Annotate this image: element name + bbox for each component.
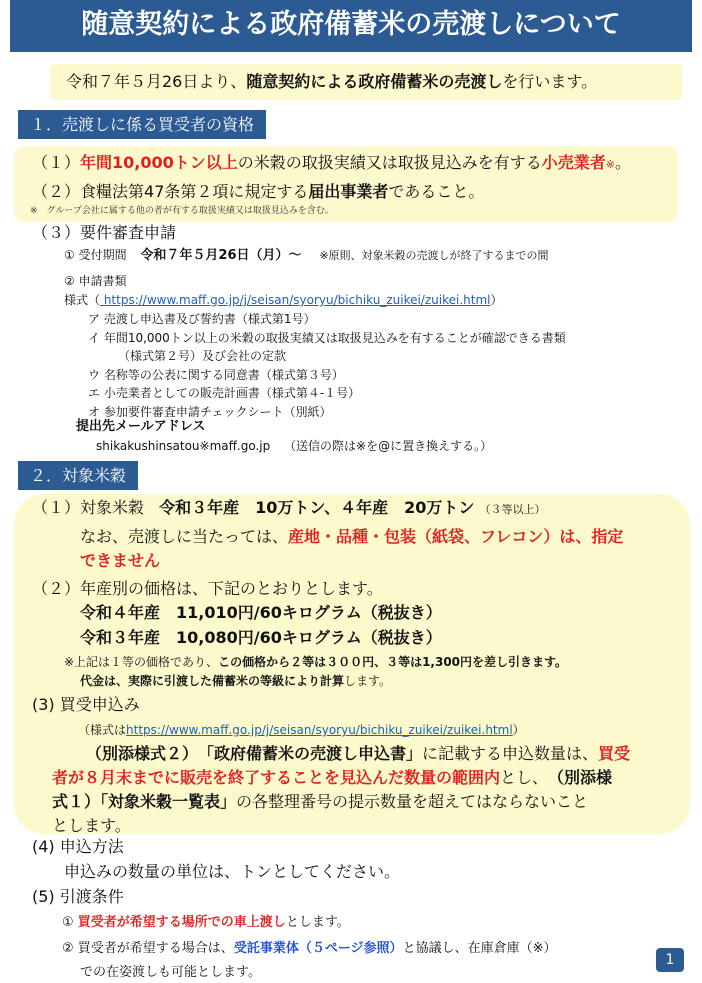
page-number: 1 <box>656 948 684 972</box>
docs-list <box>88 310 566 421</box>
price-note-1: ※上記は１等の価格であり、この価格から２等は３００円、３等は1,300円を差し引きます。 <box>64 655 568 669</box>
application-paragraph: （別添様式２） 「政府備蓄米の売渡し申込書」に記載する申込数量は、買受 者が８月末までに販売を終了することを見込んだ数量の範囲内とし、 （別添様 式１）「対象米穀一覧表」の各整理番号の提示数量を超えてはならないこと とします。 <box>52 744 631 835</box>
review-heading: （３）要件審査申請 <box>32 223 177 242</box>
qualification-item-2: （２）食糧法第47条第２項に規定する届出事業者であること。 <box>32 182 485 201</box>
format-link[interactable]: https://www.maff.go.jp/j/seisan/syoryu/bichiku_zuikei/zuikei.html <box>100 293 491 307</box>
docs-label: ② 申請書類 <box>64 274 127 288</box>
period-row: ① 受付期間 令和７年５月26日（月）～ ※原則、対象米穀の売渡しが終了するまでの間 <box>64 248 549 263</box>
email-row: shikakushinsatou※maff.go.jp （送信の際は※を@に置き換えする。） <box>96 439 493 453</box>
doc-item: イ 年間10,000トン以上の米穀の取扱実績又は取扱見込みを有することが確認できる書類 <box>88 330 566 345</box>
email-address[interactable]: shikakushinsatou※maff.go.jp <box>96 439 271 453</box>
doc-item: ウ 名称等の公表に関する同意書（様式第３号） <box>88 367 344 382</box>
delivery-heading: (5) 引渡条件 <box>32 887 124 906</box>
application-format-row: （様式はhttps://www.maff.go.jp/j/seisan/syoryu/bichiku_zuikei/zuikei.html） <box>78 723 525 737</box>
price-r3: 令和３年産 10,080円/60キログラム（税抜き） <box>80 628 442 647</box>
doc-item: エ 小売業者としての販売計画書（様式第４-１号） <box>88 386 361 400</box>
qualification-note: ※ グループ会社に属する他の者が有する取扱実績又は取扱見込みを含む。 <box>30 206 334 216</box>
doc-item: ア 売渡し申込書及び誓約書（様式第1号） <box>88 312 316 326</box>
delivery-condition-1: ① 買受者が希望する場所での車上渡しとします。 <box>62 915 350 930</box>
title-banner <box>10 0 692 52</box>
intro-text: 令和７年５月26日より、随意契約による政府備蓄米の売渡しを行います。 <box>66 72 598 91</box>
target-rice-note: なお、売渡しに当たっては、産地・品種・包装（紙袋、フレコン）は、指定 できません <box>80 527 624 570</box>
method-heading: (4) 申込方法 <box>32 837 124 856</box>
price-heading: （２）年産別の価格は、下記のとおりとします。 <box>32 579 383 598</box>
application-heading: (3) 買受申込み <box>32 695 140 714</box>
price-note-2: 代金は、実際に引渡した備蓄米の等級により計算します。 <box>80 674 392 688</box>
delivery-condition-2-cont: での在姿渡しも可能とします。 <box>80 965 261 980</box>
format-row: 様式（ https://www.maff.go.jp/j/seisan/syoryu/bichiku_zuikei/zuikei.html） <box>64 293 503 307</box>
section1-heading: １．売渡しに係る買受者の資格 <box>18 110 266 139</box>
qualification-item-1: （１）年間10,000トン以上の米穀の取扱実績又は取扱見込みを有する小売業者※。 <box>32 153 632 172</box>
section2-heading: ２．対象米穀 <box>18 461 138 490</box>
doc-item: オ 参加要件審査申請チェックシート（別紙） <box>88 404 332 419</box>
email-label: 提出先メールアドレス <box>76 419 206 434</box>
price-r4: 令和４年産 11,010円/60キログラム（税抜き） <box>80 603 442 622</box>
delivery-condition-2: ② 買受者が希望する場合は、受託事業体（５ページ参照）と協議し、在庫倉庫（※） <box>62 941 557 956</box>
doc-item: （様式第２号）及び会社の定款 <box>118 349 287 363</box>
application-format-link[interactable]: https://www.maff.go.jp/j/seisan/syoryu/bichiku_zuikei/zuikei.html <box>126 723 513 737</box>
page-title: 随意契約による政府備蓄米の売渡しについて <box>81 9 621 40</box>
target-rice-row: （１）対象米穀 令和３年産 10万トン、４年産 20万トン （３等以上） <box>32 498 546 517</box>
method-text: 申込みの数量の単位は、トンとしてください。 <box>64 862 401 881</box>
